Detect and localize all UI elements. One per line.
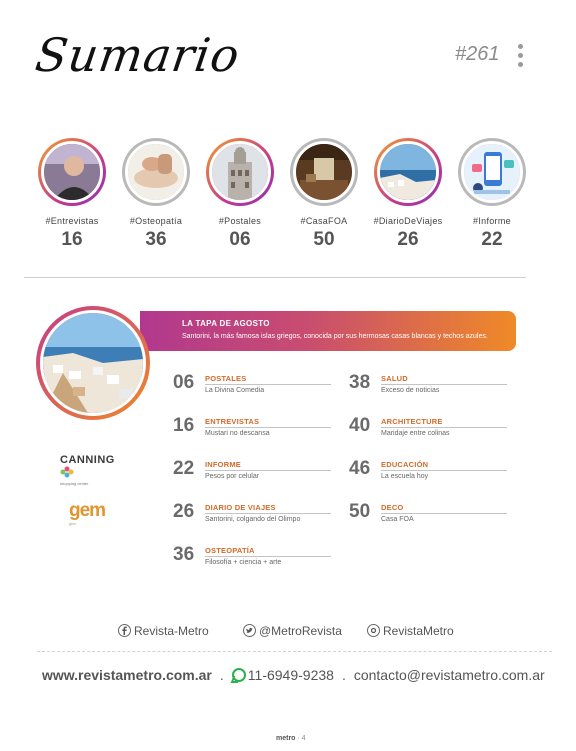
toc-underline — [381, 470, 507, 471]
story-page-number: 36 — [145, 229, 167, 250]
footer-contact — [42, 667, 545, 683]
toc-underline — [381, 427, 507, 428]
twitter-icon — [243, 624, 256, 637]
toc-description: Filosofía + ciencia + arte — [205, 559, 282, 566]
facebook-icon — [118, 624, 131, 637]
story-informe[interactable] — [457, 138, 527, 251]
toc-item-architecture[interactable] — [349, 415, 509, 443]
story-image-santorini — [377, 141, 439, 203]
toc-description: Exceso de noticias — [381, 387, 440, 394]
twitter-link[interactable]: @MetroRevista — [243, 624, 342, 640]
whatsapp-icon — [232, 668, 246, 682]
canning-logo-text: CANNING — [60, 454, 130, 480]
toc-description: La Divina Comedia — [205, 387, 265, 394]
cover-photo-santorini — [40, 310, 146, 416]
story-ring — [122, 138, 190, 206]
instagram-icon — [367, 624, 380, 637]
toc-item-diario-de-viajes[interactable] — [173, 501, 333, 529]
story-postales[interactable] — [205, 138, 275, 251]
story-tag: #CasaFOA — [300, 216, 348, 226]
phone-number[interactable]: 11-6949-9238 — [247, 667, 334, 683]
toc-section: DECO — [381, 503, 404, 512]
toc-section: ARCHITECTURE — [381, 417, 443, 426]
canning-flower-icon — [60, 466, 74, 478]
toc-description: Maridaje entre colinas — [381, 430, 450, 437]
toc-page-number: 38 — [349, 372, 371, 393]
issue-number: #261 — [455, 43, 500, 65]
story-entrevistas[interactable] — [37, 138, 107, 251]
toc-section: INFORME — [205, 460, 241, 469]
instagram-link[interactable]: RevistaMetro — [367, 624, 454, 640]
gem-logo[interactable] — [69, 500, 105, 526]
toc-page-number: 16 — [173, 415, 195, 436]
story-diariodeviajes[interactable] — [373, 138, 443, 251]
story-tag: #Entrevistas — [45, 216, 99, 226]
cover-title: LA TAPA DE AGOSTO — [182, 319, 270, 328]
toc-item-entrevistas[interactable] — [173, 415, 333, 443]
page-footer — [276, 735, 306, 742]
story-page-number: 22 — [481, 229, 503, 250]
story-image-massage — [125, 141, 187, 203]
story-page-number: 50 — [313, 229, 335, 250]
story-osteopatia[interactable] — [121, 138, 191, 251]
brand-name: metro — [276, 735, 296, 742]
cover-subtitle: Santorini, la más famosa islas griegos, conocida por sus hermosas casas blancas y techos azules. — [182, 333, 488, 340]
toc-page-number: 46 — [349, 458, 371, 479]
page-number: · 4 — [297, 735, 306, 742]
toc-page-number: 40 — [349, 415, 371, 436]
toc-underline — [381, 384, 507, 385]
story-casafoa[interactable] — [289, 138, 359, 251]
canning-logo-tagline: shopping center — [60, 481, 89, 486]
toc-item-osteopatia[interactable] — [173, 544, 333, 572]
story-image-building — [209, 141, 271, 203]
toc-underline — [205, 470, 331, 471]
section-divider — [24, 277, 526, 278]
toc-underline — [205, 427, 331, 428]
story-tag: #DiarioDeViajes — [373, 216, 443, 226]
story-tag: #Osteopatía — [129, 216, 183, 226]
toc-page-number: 22 — [173, 458, 195, 479]
toc-underline — [381, 513, 507, 514]
toc-item-informe[interactable] — [173, 458, 333, 486]
toc-page-number: 36 — [173, 544, 195, 565]
more-options-icon[interactable] — [518, 44, 526, 71]
story-image-interior — [293, 141, 355, 203]
gem-logo-text: gem — [69, 500, 106, 521]
story-tag: #Informe — [473, 216, 511, 226]
toc-item-salud[interactable] — [349, 372, 509, 400]
toc-section: SALUD — [381, 374, 408, 383]
toc-section: DIARIO DE VIAJES — [205, 503, 276, 512]
toc-underline — [205, 384, 331, 385]
toc-page-number: 06 — [173, 372, 195, 393]
gem-logo-tagline: gem — [69, 522, 76, 526]
toc-description: Pesos por celular — [205, 473, 260, 480]
toc-page-number: 26 — [173, 501, 195, 522]
story-ring — [290, 138, 358, 206]
story-page-number: 06 — [229, 229, 251, 250]
story-ring — [206, 138, 274, 206]
story-tag: #Postales — [218, 216, 262, 226]
website-link[interactable]: www.revistametro.com.ar — [42, 667, 212, 683]
facebook-link[interactable]: Revista-Metro — [118, 624, 209, 640]
toc-section: ENTREVISTAS — [205, 417, 260, 426]
toc-description: La escuela hoy — [381, 473, 429, 480]
toc-underline — [205, 556, 331, 557]
toc-item-educacion[interactable] — [349, 458, 509, 486]
story-page-number: 16 — [61, 229, 83, 250]
cover-banner[interactable] — [140, 311, 516, 351]
toc-description: Mustari no descansa — [205, 430, 270, 437]
email-link[interactable]: contacto@revistametro.com.ar — [353, 667, 545, 683]
toc-underline — [205, 513, 331, 514]
toc-description: Santorini, colgando del Olimpo — [205, 516, 301, 523]
story-ring — [458, 138, 526, 206]
cover-image[interactable] — [36, 306, 150, 420]
toc-page-number: 50 — [349, 501, 371, 522]
footer-divider — [37, 651, 552, 652]
toc-section: OSTEOPATÍA — [205, 546, 255, 555]
story-ring — [38, 138, 106, 206]
toc-section: EDUCACIÓN — [381, 460, 429, 469]
footer-separator: . — [219, 667, 224, 683]
toc-description: Casa FOA — [381, 516, 414, 523]
story-page-number: 26 — [397, 229, 419, 250]
toc-section: POSTALES — [205, 374, 247, 383]
page-title: Sumario — [32, 28, 244, 82]
canning-logo[interactable] — [60, 454, 130, 486]
story-ring — [374, 138, 442, 206]
footer-separator: . — [341, 667, 346, 683]
toc-item-postales[interactable] — [173, 372, 333, 400]
story-image-portrait — [41, 141, 103, 203]
story-image-phone-illustration — [461, 141, 523, 203]
toc-item-deco[interactable] — [349, 501, 509, 529]
